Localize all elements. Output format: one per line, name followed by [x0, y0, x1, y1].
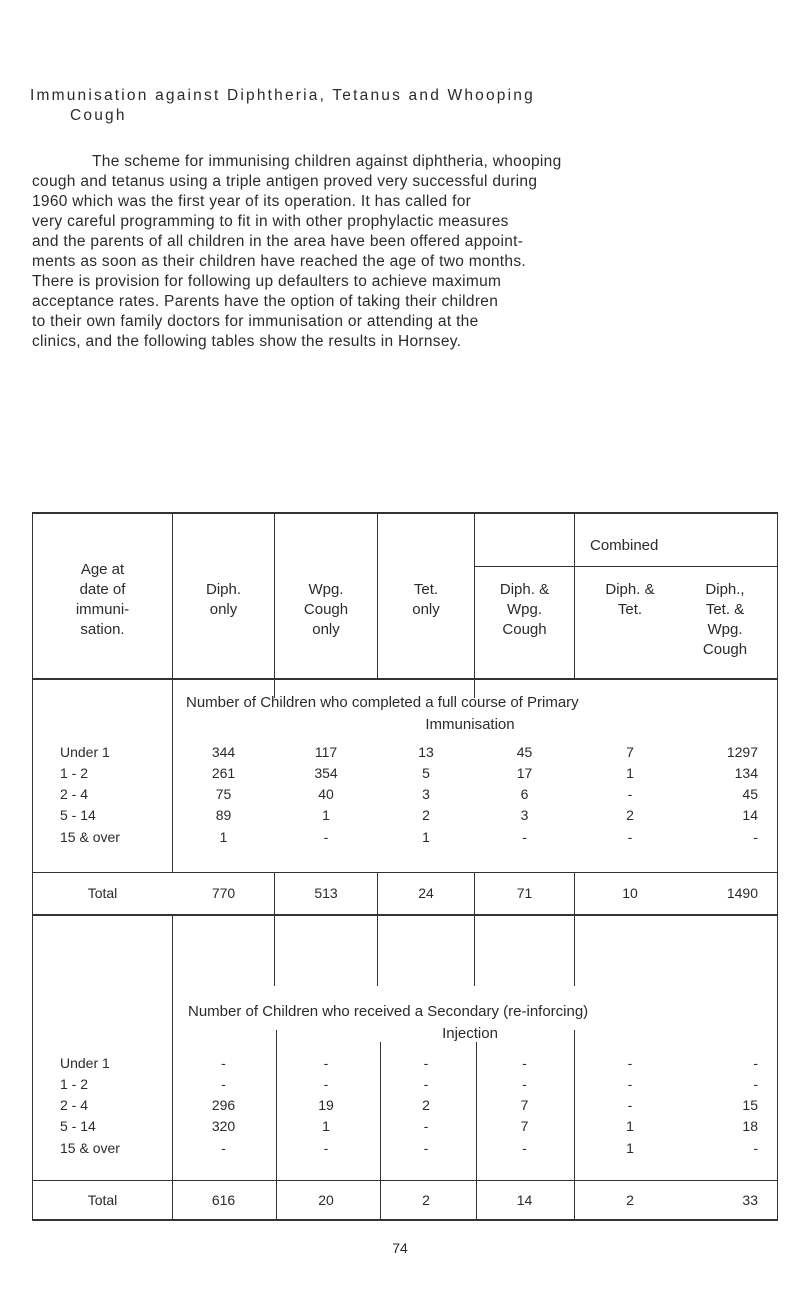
row-age-label: 1 - 2 — [60, 765, 89, 781]
row-age-label: 15 & over — [60, 1140, 120, 1156]
table-cell: 10 — [622, 885, 638, 901]
total1-bottom-border — [32, 914, 778, 916]
total1-top-border — [32, 872, 778, 873]
row-age-label: 1 - 2 — [60, 1076, 89, 1092]
table-cell: 71 — [516, 885, 533, 901]
section1-title-line2: Immunisation — [425, 716, 515, 733]
header-line: date of — [79, 581, 126, 598]
header-line: Cough — [303, 601, 349, 618]
header-line: sation. — [80, 621, 125, 638]
header-line: only — [312, 621, 340, 638]
col-rule — [574, 1030, 575, 1219]
row-age-label: Total — [87, 1192, 118, 1208]
table-cell: 1297 — [726, 744, 758, 760]
table-cell: 296 — [211, 1097, 236, 1113]
table-cell: - — [423, 1118, 429, 1134]
table-cell: 770 — [211, 885, 236, 901]
table-cell: - — [753, 1055, 758, 1071]
header-line: Cough — [502, 621, 547, 638]
table-cell: - — [627, 829, 633, 845]
table-cell: 344 — [211, 744, 236, 760]
col-rule — [574, 872, 575, 914]
paragraph-line: 1960 which was the first year of its operation. It has called for — [32, 193, 472, 210]
table-cell: 513 — [314, 885, 338, 901]
table-cell: 14 — [742, 807, 758, 823]
table-cell: - — [221, 1055, 226, 1071]
table-cell: 24 — [418, 885, 434, 901]
table-cell: 1490 — [726, 885, 758, 901]
table-cell: 2 — [422, 1097, 430, 1113]
row-age-label: 2 - 4 — [60, 786, 89, 802]
table-cell: 6 — [520, 786, 529, 802]
table-cell: 13 — [418, 744, 434, 760]
header-line: Diph. & — [499, 581, 550, 598]
table-cell: 2 — [626, 1192, 634, 1208]
table-cell: - — [627, 1076, 633, 1092]
table-cell: - — [522, 1076, 527, 1092]
table-cell: 15 — [742, 1097, 758, 1113]
table-cell: 2 — [422, 1192, 430, 1208]
total2-top-border — [32, 1180, 778, 1181]
section2-title: Number of Children who received a Secondary (re-inforcing) — [188, 1003, 589, 1020]
table-cell: 1 — [626, 765, 634, 781]
section2-title-line2: Injection — [380, 1026, 560, 1042]
heading-line-1: Immunisation against Diphtheria, Tetanus and Whooping — [30, 87, 535, 104]
header-line: Wpg. — [506, 601, 542, 618]
table-cell: 261 — [211, 765, 236, 781]
header-line: Cough — [702, 641, 748, 658]
header-diph-tet-wpg — [680, 580, 770, 660]
table-cell: 1 — [626, 1140, 634, 1156]
table-cell: 320 — [211, 1118, 236, 1134]
header-tet-only — [378, 580, 474, 620]
table-cell: - — [323, 1076, 329, 1092]
table-cell: 17 — [516, 765, 533, 781]
table-cell: 3 — [520, 807, 529, 823]
table-cell: - — [627, 786, 633, 802]
table-cell: 19 — [318, 1097, 334, 1113]
table-cell: - — [522, 829, 527, 845]
row-age-label: 5 - 14 — [60, 1118, 96, 1134]
paragraph-line: clinics, and the following tables show the results in Hornsey. — [32, 333, 462, 350]
header-line: Wpg. — [308, 581, 344, 598]
table-cell: 134 — [734, 765, 758, 781]
header-diph-tet — [588, 580, 672, 620]
header-line: Age at — [80, 561, 125, 578]
table-bottom-border — [32, 1219, 778, 1221]
paragraph-line: The scheme for immunising children against diphtheria, whooping — [92, 153, 562, 170]
table-cell: - — [753, 1140, 758, 1156]
table-cell: 5 — [422, 765, 430, 781]
table-cell: - — [522, 1055, 527, 1071]
table-cell: 3 — [422, 786, 430, 802]
header-line: Diph., — [705, 581, 745, 598]
table-top-border — [32, 512, 778, 514]
row-age-label: Under 1 — [60, 1055, 110, 1071]
header-line: Diph. — [205, 581, 242, 598]
table-cell: 89 — [215, 807, 232, 823]
header-line: immuni- — [75, 601, 130, 618]
header-diph-wpg — [475, 580, 574, 640]
table-cell: - — [627, 1097, 633, 1113]
paragraph-line: cough and tetanus using a triple antigen proved very successful during — [32, 173, 538, 190]
table-cell: - — [522, 1140, 527, 1156]
paragraph-line: and the parents of all children in the area have been offered appoint- — [32, 233, 524, 250]
table-cell: 2 — [626, 807, 634, 823]
col-rule — [574, 512, 575, 678]
col-rule — [777, 512, 778, 1219]
table-cell: - — [323, 1140, 329, 1156]
col-rule — [474, 914, 475, 986]
heading-line-2: Cough — [70, 107, 127, 124]
table-cell: 1 — [322, 1118, 330, 1134]
table-cell: 20 — [318, 1192, 334, 1208]
combined-divider — [474, 566, 778, 567]
table-cell: 7 — [626, 744, 634, 760]
header-line: only — [209, 601, 238, 618]
header-age — [33, 560, 172, 640]
table-cell: 1 — [322, 807, 330, 823]
header-line: only — [412, 601, 440, 618]
table-cell: - — [221, 1140, 226, 1156]
table-cell: 75 — [215, 786, 232, 802]
header-wpg-only — [275, 580, 377, 640]
paragraph-line: acceptance rates. Parents have the option of taking their children — [32, 293, 499, 310]
paragraph-line: to their own family doctors for immunisation or attending at the — [32, 313, 479, 330]
table-cell: 14 — [516, 1192, 533, 1208]
table-cell: 40 — [318, 786, 334, 802]
table-cell: - — [323, 1055, 329, 1071]
header-line: Diph. & — [605, 581, 655, 598]
table-cell: 45 — [742, 786, 758, 802]
table-cell: 2 — [422, 807, 430, 823]
header-combined: Combined — [590, 537, 659, 554]
header-bottom-border — [32, 678, 778, 680]
table-cell: 7 — [520, 1097, 529, 1113]
table-cell: 45 — [516, 744, 533, 760]
table-cell: 33 — [742, 1192, 758, 1208]
header-line: Tet. — [617, 601, 643, 618]
table-cell: - — [753, 829, 758, 845]
table-cell: - — [423, 1076, 429, 1092]
row-age-label: Under 1 — [60, 744, 110, 760]
table-cell: - — [627, 1055, 633, 1071]
col-rule — [377, 914, 378, 986]
header-line: Tet. — [413, 581, 439, 598]
table-cell: 1 — [626, 1118, 634, 1134]
table-cell: 117 — [314, 744, 338, 760]
table-cell: - — [423, 1140, 429, 1156]
paragraph-line: There is provision for following up defaulters to achieve maximum — [32, 273, 502, 290]
row-age-label: Total — [87, 885, 118, 901]
table-cell: 18 — [742, 1118, 758, 1134]
page-number: 74 — [392, 1240, 408, 1256]
table-cell: 354 — [314, 765, 338, 781]
table-cell: 1 — [219, 829, 228, 845]
table-cell: - — [423, 1055, 429, 1071]
header-line: Tet. & — [705, 601, 745, 618]
row-age-label: 2 - 4 — [60, 1097, 89, 1113]
table-cell: 1 — [422, 829, 430, 845]
paragraph-line: ments as soon as their children have reached the age of two months. — [32, 253, 526, 270]
table-cell: 7 — [520, 1118, 529, 1134]
row-age-label: 15 & over — [60, 829, 120, 845]
table-cell: 616 — [211, 1192, 236, 1208]
col-rule — [574, 914, 575, 986]
header-line: Wpg. — [707, 621, 743, 638]
table-cell: - — [323, 829, 329, 845]
row-age-label: 5 - 14 — [60, 807, 96, 823]
table-cell: - — [753, 1076, 758, 1092]
header-diph-only — [173, 580, 274, 620]
table-cell: - — [221, 1076, 226, 1092]
section1-title: Number of Children who completed a full course of Primary — [186, 694, 579, 711]
paragraph-line: very careful programming to fit in with other prophylactic measures — [32, 213, 509, 230]
